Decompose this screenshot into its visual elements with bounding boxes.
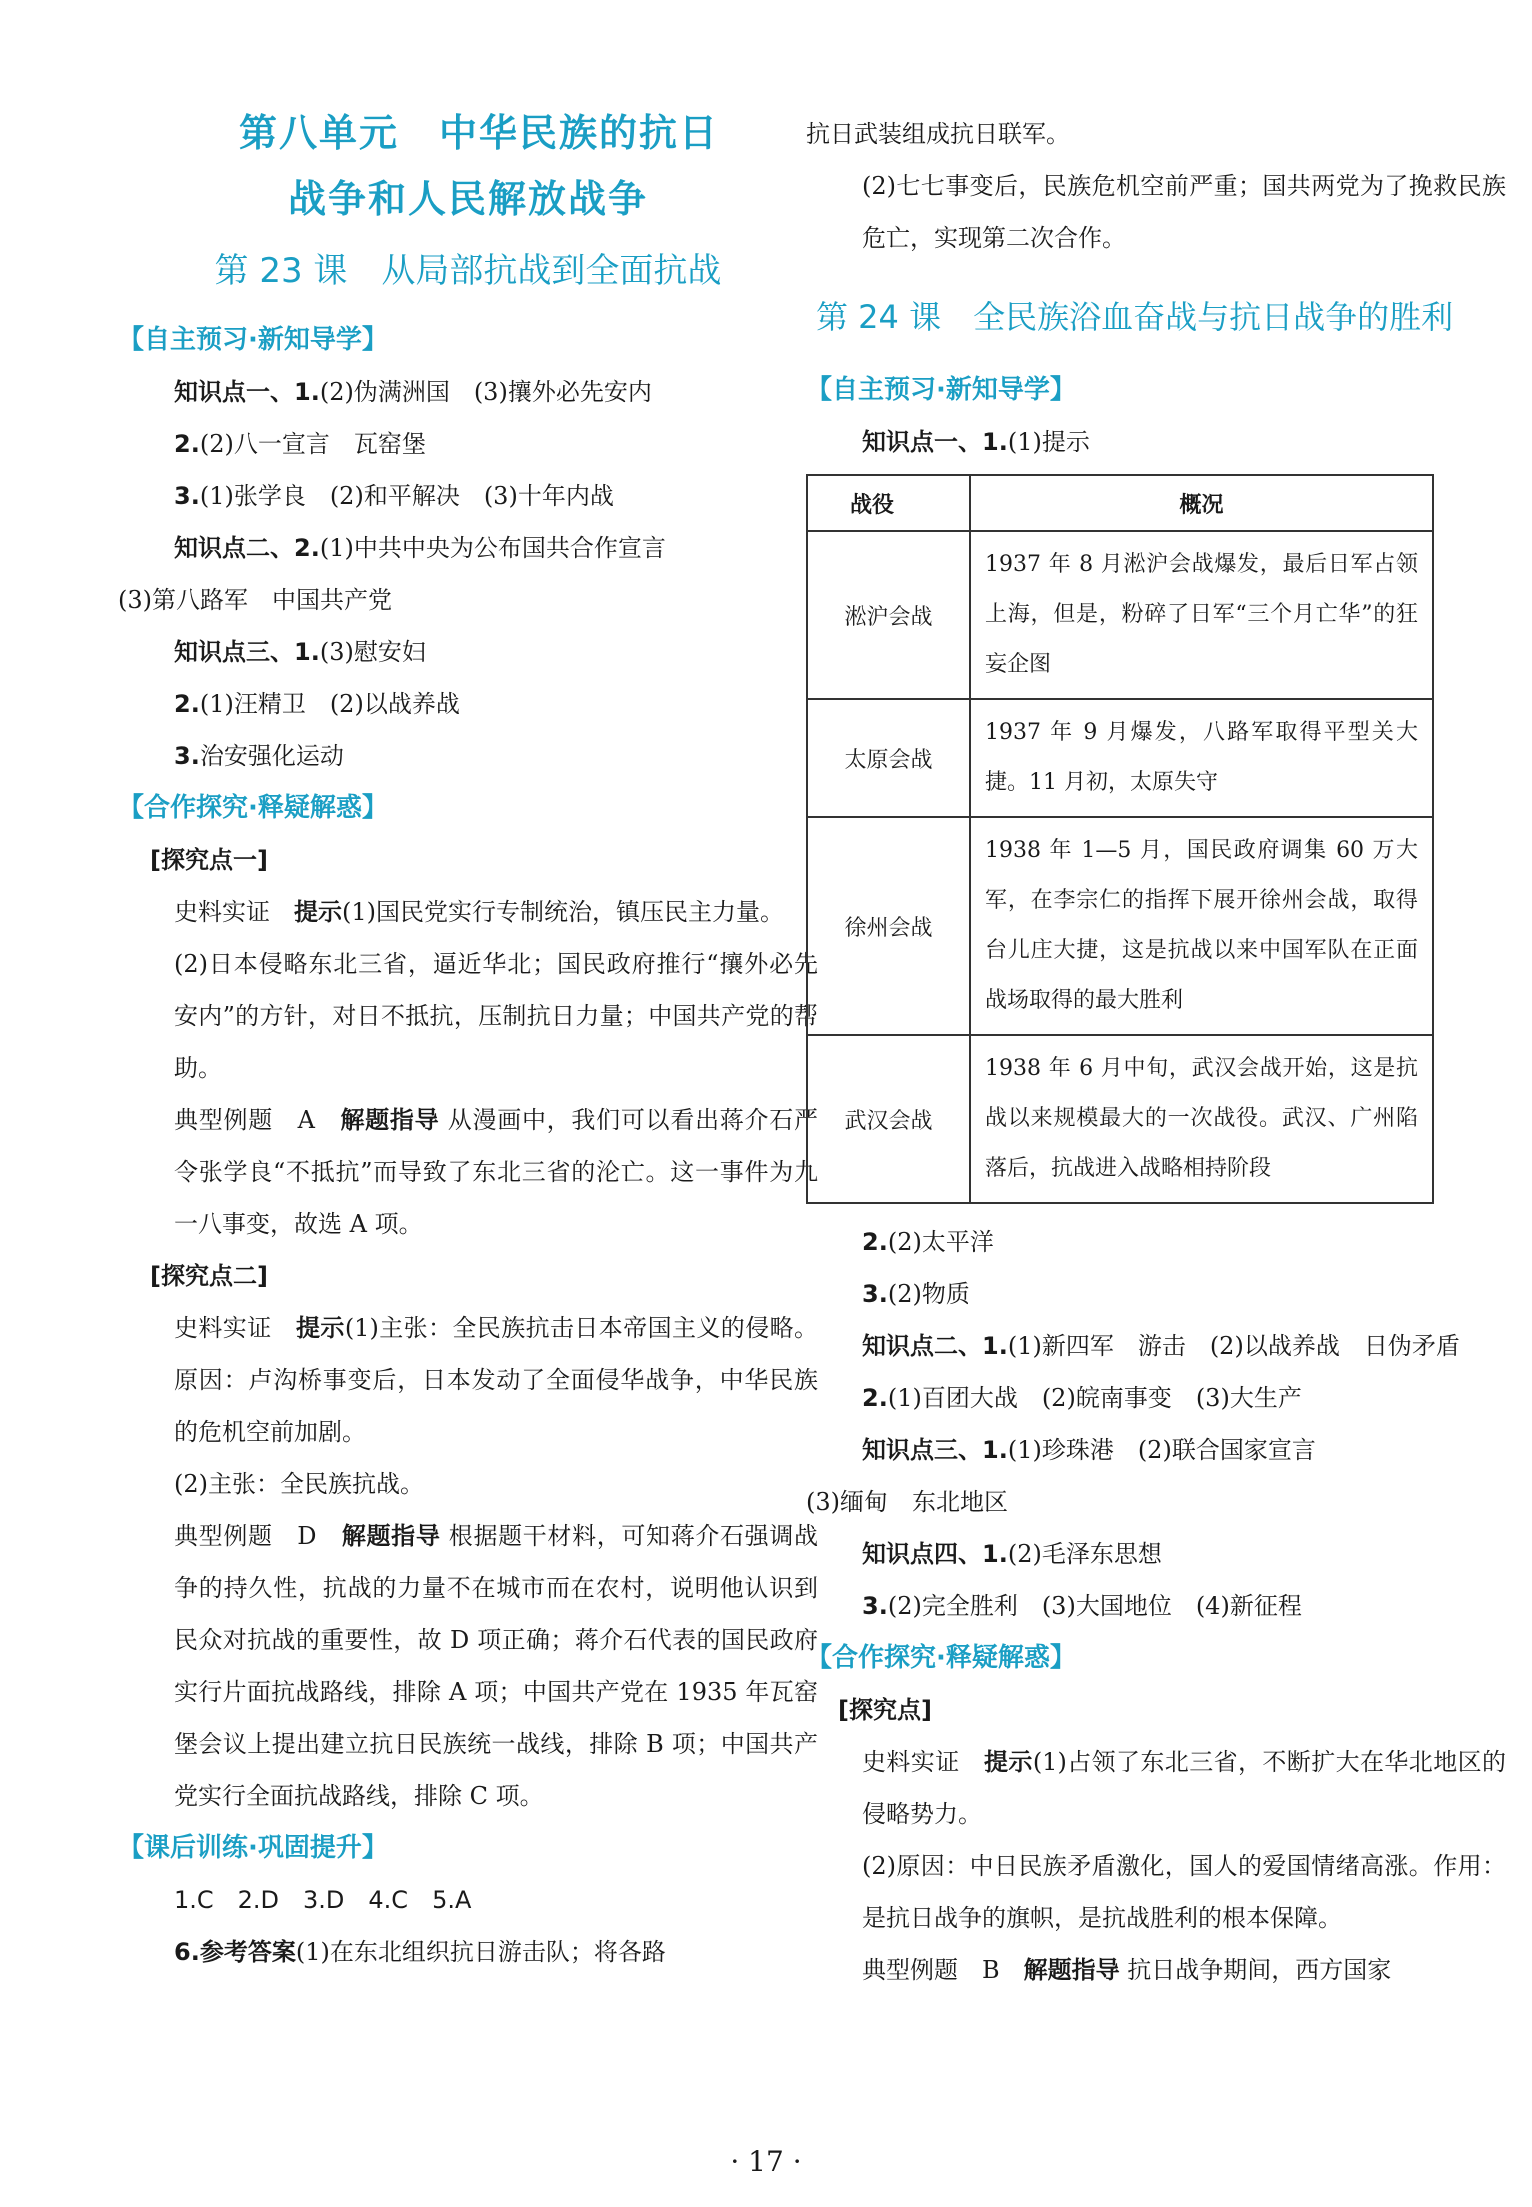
unit-title [118,100,818,232]
explore-point-1-heading: [探究点一] [150,846,268,874]
paragraph: (2)主张：全民族抗战。 [174,1470,424,1498]
unit-title-line-1: 第八单元 中华民族的抗日 [238,111,719,155]
section-heading-preview: 【自主预习·新知导学】 [806,375,1076,405]
answer-line: 知识点三、1.(1)珍珠港 (2)联合国家宣言 [862,1436,1316,1464]
battle-desc: 1938 年 6 月中旬，武汉会战开始，这是抗战以来规模最大的一次战役。武汉、广州陷落后，抗战进入战略相持阶段 [970,1035,1433,1203]
paragraph: 史料实证 提示(1)国民党实行专制统治，镇压民主力量。 [174,898,784,926]
table-header-row [807,475,1433,531]
answer-line: 2.(1)汪精卫 (2)以战养战 [174,690,460,718]
battle-desc: 1938 年 1—5 月，国民政府调集 60 万大军，在李宗仁的指挥下展开徐州会战，取得台儿庄大捷，这是抗战以来中国军队在正面战场取得的最大胜利 [970,817,1433,1035]
table-row [807,531,1433,699]
answer-line: 知识点二、2.(1)中共中央为公布国共合作宣言 [174,534,666,562]
paragraph: 抗日武装组成抗日联军。 [806,120,1070,148]
lesson-24-title: 第 24 课 全民族浴血奋战与抗日战争的胜利 [816,298,1454,336]
paragraph: (2)七七事变后，民族危机空前严重；国共两党为了挽救民族危亡，实现第二次合作。 [862,172,1506,252]
section-heading-explore: 【合作探究·释疑解惑】 [118,793,388,823]
right-column [806,108,1506,1996]
paragraph: (2)原因：中日民族矛盾激化，国人的爱国情绪高涨。作用：是抗日战争的旗帜，是抗战胜利的根本保障。 [862,1852,1506,1932]
battle-desc: 1937 年 9 月爆发，八路军取得平型关大捷。11 月初，太原失守 [970,699,1433,817]
answer-list: 1.C 2.D 3.D 4.C 5.A [174,1886,472,1914]
page-number: · 17 · [730,2145,802,2178]
battle-name: 太原会战 [807,699,970,817]
answer-line: 知识点一、1.(1)提示 [862,428,1090,456]
table-row [807,817,1433,1035]
answer-line: (3)第八路军 中国共产党 [118,586,392,614]
explore-point-heading: [探究点] [838,1696,932,1724]
paragraph: 史料实证 提示(1)主张：全民族抗击日本帝国主义的侵略。原因：卢沟桥事变后，日本发动了全面侵华战争，中华民族的危机空前加剧。 [174,1314,819,1446]
battle-desc: 1937 年 8 月淞沪会战爆发，最后日军占领上海，但是，粉碎了日军“三个月亡华”的狂妄企图 [970,531,1433,699]
unit-title-line-2: 战争和人民解放战争 [287,177,648,221]
header-battle: 战役 [807,475,970,531]
answer-line: 3.(2)物质 [862,1280,970,1308]
answer-line: 知识点四、1.(2)毛泽东思想 [862,1540,1162,1568]
battle-name: 武汉会战 [807,1035,970,1203]
answer-line: (3)缅甸 东北地区 [806,1488,1008,1516]
answer-line: 知识点三、1.(3)慰安妇 [174,638,426,666]
explore-point-2-heading: [探究点二] [150,1262,268,1290]
answer-line: 3.治安强化运动 [174,742,344,770]
answer-line: 2.(2)八一宣言 瓦窑堡 [174,430,426,458]
paragraph: 典型例题 B 解题指导 抗日战争期间，西方国家 [862,1956,1392,1984]
answer-line: 2.(2)太平洋 [862,1228,994,1256]
answer-line: 知识点一、1.(2)伪满洲国 (3)攘外必先安内 [174,378,652,406]
answer-line: 3.(2)完全胜利 (3)大国地位 (4)新征程 [862,1592,1302,1620]
paragraph: 典型例题 D 解题指导 根据题干材料，可知蒋介石强调战争的持久性，抗战的力量不在城市而在农村，说明他认识到民众对抗战的重要性，故 D 项正确；蒋介石代表的国民政府实行片面抗战路线，排除 A 项；中国共产党在 1935 年瓦窑堡会议上提出建立抗日民族统一战线，排除 B 项；中国共产党实行全面抗战路线，排除 C 项。 [174,1522,818,1810]
lesson-23-title: 第 23 课 从局部抗战到全面抗战 [214,251,722,291]
battle-name: 徐州会战 [807,817,970,1035]
answer-line: 3.(1)张学良 (2)和平解决 (3)十年内战 [174,482,614,510]
paragraph: 史料实证 提示(1)占领了东北三省，不断扩大在华北地区的侵略势力。 [862,1748,1507,1828]
section-heading-explore: 【合作探究·释疑解惑】 [806,1643,1076,1673]
answer-line: 知识点二、1.(1)新四军 游击 (2)以战养战 日伪矛盾 [862,1332,1460,1360]
table-row [807,699,1433,817]
paragraph: (2)日本侵略东北三省，逼近华北；国民政府推行“攘外必先安内”的方针，对日不抵抗，压制抗日力量；中国共产党的帮助。 [174,950,818,1082]
battle-name: 淞沪会战 [807,531,970,699]
header-overview: 概况 [970,475,1433,531]
answer-line: 2.(1)百团大战 (2)皖南事变 (3)大生产 [862,1384,1302,1412]
battle-table [806,474,1434,1204]
left-column [118,100,818,1978]
section-heading-practice: 【课后训练·巩固提升】 [118,1833,388,1863]
section-heading-preview: 【自主预习·新知导学】 [118,325,388,355]
answer-line: 6.参考答案(1)在东北组织抗日游击队；将各路 [174,1938,666,1966]
table-row [807,1035,1433,1203]
paragraph: 典型例题 A 解题指导 从漫画中，我们可以看出蒋介石严令张学良“不抵抗”而导致了东北三省的沦亡。这一事件为九一八事变，故选 A 项。 [174,1106,818,1238]
